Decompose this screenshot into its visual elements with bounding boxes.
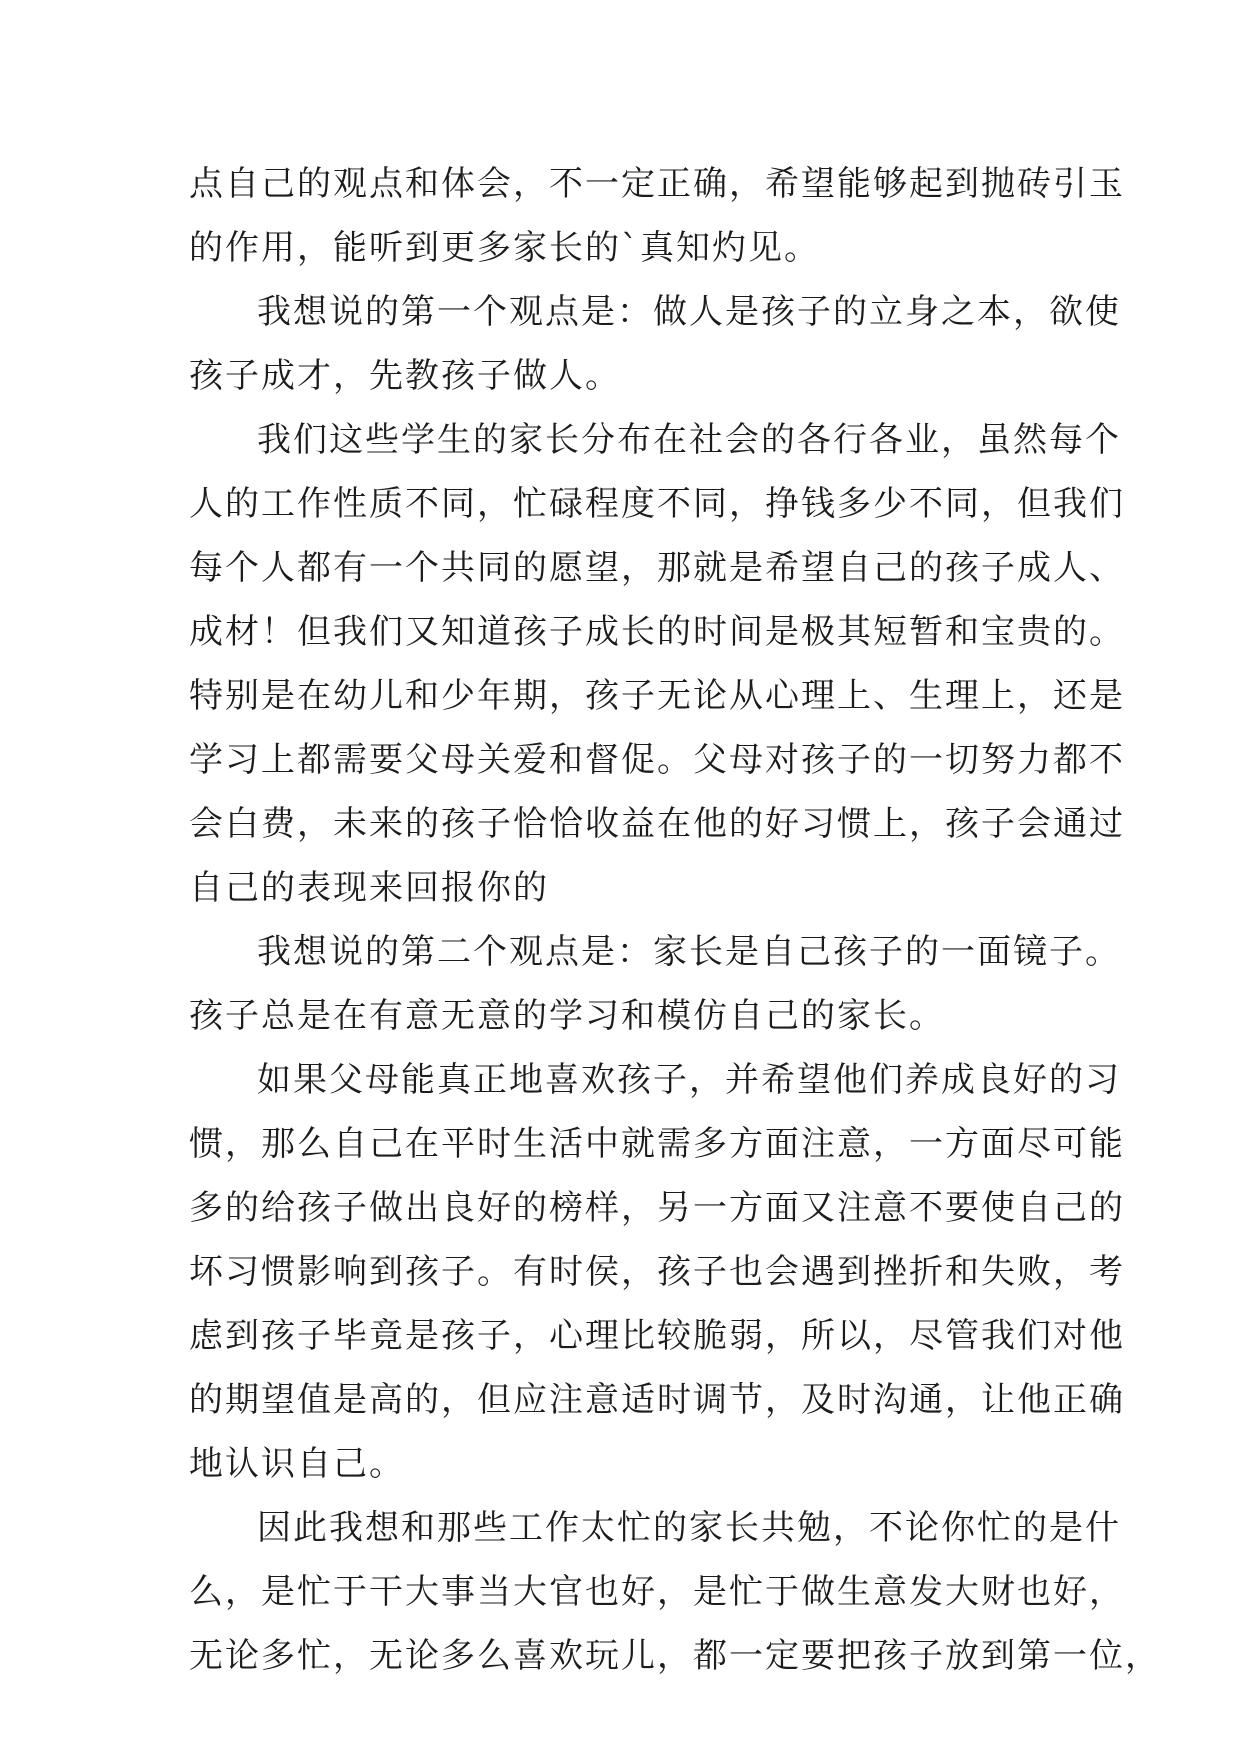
text-line: 坏习惯影响到孩子。有时侯，孩子也会遇到挫折和失败，考 (189, 1252, 1125, 1292)
text-line: 学习上都需要父母关爱和督促。父母对孩子的一切努力都不 (189, 740, 1125, 780)
text-line: 成材！但我们又知道孩子成长的时间是极其短暂和宝贵的。 (189, 612, 1125, 652)
paragraph-start-line: 我想说的第一个观点是：做人是孩子的立身之本，欲使 (257, 292, 1121, 332)
paragraph-start-line: 我想说的第二个观点是：家长是自己孩子的一面镜子。 (257, 932, 1121, 972)
text-line: 孩子成才，先教孩子做人。 (189, 356, 621, 396)
text-line: 特别是在幼儿和少年期，孩子无论从心理上、生理上，还是 (189, 676, 1125, 716)
text-line: 地认识自己。 (189, 1444, 405, 1484)
text-line: 点自己的观点和体会，不一定正确，希望能够起到抛砖引玉 (189, 164, 1125, 204)
text-line: 的期望值是高的，但应注意适时调节，及时沟通，让他正确 (189, 1380, 1125, 1420)
text-line: 人的工作性质不同，忙碌程度不同，挣钱多少不同，但我们 (189, 484, 1125, 524)
paragraph-start-line: 如果父母能真正地喜欢孩子，并希望他们养成良好的习 (257, 1060, 1121, 1100)
paragraph-start-line: 因此我想和那些工作太忙的家长共勉，不论你忙的是什 (257, 1508, 1121, 1548)
text-line: 惯，那么自己在平时生活中就需多方面注意，一方面尽可能 (189, 1124, 1125, 1164)
text-line: 孩子总是在有意无意的学习和模仿自己的家长。 (189, 996, 945, 1036)
text-line: 多的给孩子做出良好的榜样，另一方面又注意不要使自己的 (189, 1188, 1125, 1228)
paragraph-start-line: 我们这些学生的家长分布在社会的各行各业，虽然每个 (257, 420, 1121, 460)
text-line: 会白费，未来的孩子恰恰收益在他的好习惯上，孩子会通过 (189, 804, 1125, 844)
text-line: 么，是忙于干大事当大官也好，是忙于做生意发大财也好， (189, 1572, 1125, 1612)
text-line: 无论多忙，无论多么喜欢玩儿，都一定要把孩子放到第一位， (189, 1636, 1161, 1676)
text-line: 每个人都有一个共同的愿望，那就是希望自己的孩子成人、 (189, 548, 1125, 588)
text-line: 虑到孩子毕竟是孩子，心理比较脆弱，所以，尽管我们对他 (189, 1316, 1125, 1356)
text-line: 的作用，能听到更多家长的`真知灼见。 (189, 228, 820, 268)
document-body (189, 152, 1161, 1688)
text-line: 自己的表现来回报你的 (189, 868, 549, 908)
